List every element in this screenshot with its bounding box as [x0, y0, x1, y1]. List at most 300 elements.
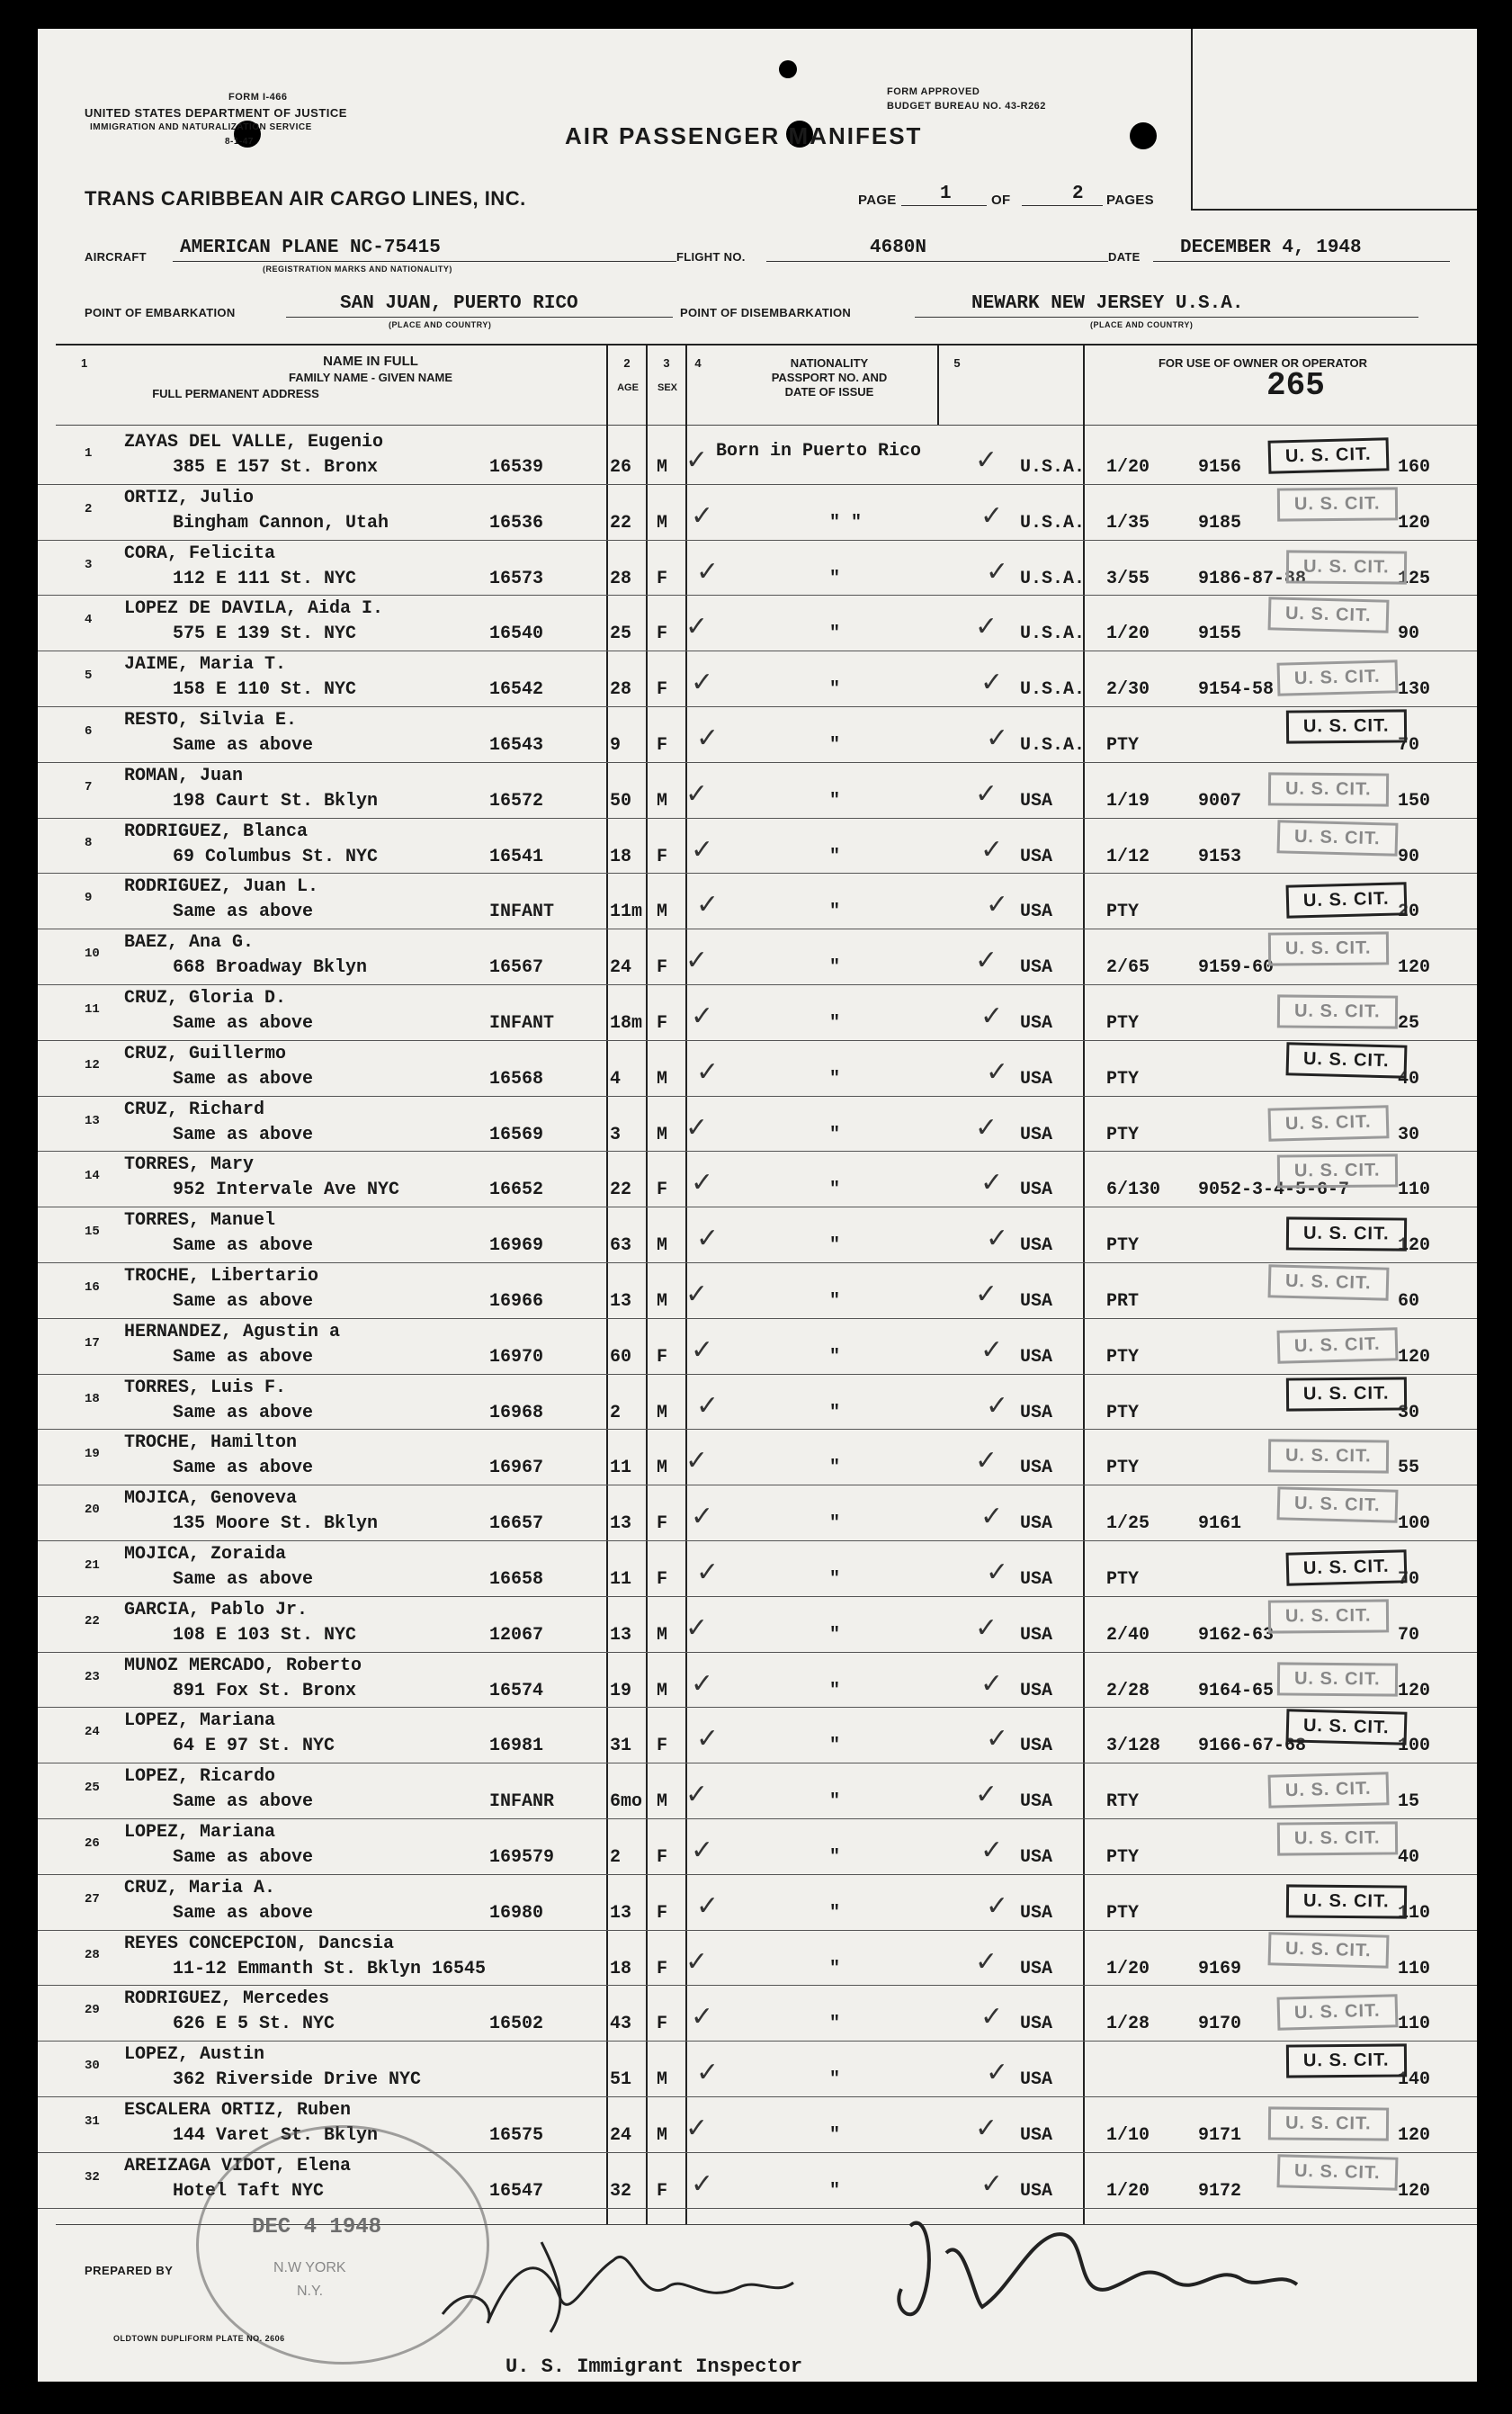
- nationality: ": [829, 1180, 841, 1201]
- passenger-sex: F: [657, 735, 668, 756]
- check-mark: ✓: [980, 2168, 1004, 2199]
- check-mark: ✓: [685, 1612, 709, 1643]
- page-total: 2: [1072, 184, 1084, 204]
- nationality: ": [829, 735, 841, 756]
- passenger-age: 24: [610, 957, 632, 979]
- passenger-age: 18: [610, 1958, 632, 1979]
- amount: 120: [1398, 1235, 1431, 1257]
- passenger-sex: F: [657, 1847, 668, 1868]
- passenger-address: 952 Intervale Ave NYC: [173, 1180, 400, 1201]
- table-row: [38, 540, 1477, 597]
- passenger-age: 2: [610, 1847, 622, 1868]
- inspector-title: U. S. Immigrant Inspector: [505, 2356, 803, 2378]
- row-number: 1: [85, 446, 93, 461]
- passenger-age: 32: [610, 2180, 632, 2202]
- passenger-name: RODRIGUEZ, Blanca: [124, 821, 309, 842]
- amount: 120: [1398, 2125, 1431, 2146]
- us-citizen-stamp: U. S. CIT.: [1268, 1105, 1390, 1141]
- fare: PTY: [1106, 1235, 1140, 1257]
- amount: 150: [1398, 790, 1431, 812]
- budget-bureau: BUDGET BUREAU NO. 43-R262: [887, 101, 1046, 112]
- check-mark: ✓: [696, 1390, 720, 1421]
- passenger-sex: F: [657, 624, 668, 645]
- us-citizen-stamp: U. S. CIT.: [1268, 1440, 1389, 1474]
- row-number: 25: [85, 1781, 100, 1796]
- col4-header-c: DATE OF ISSUE: [784, 385, 874, 399]
- aircraft-underline: [173, 261, 676, 262]
- us-citizen-stamp: U. S. CIT.: [1277, 660, 1399, 695]
- nationality: ": [829, 1346, 841, 1368]
- manifest-page: [38, 29, 1477, 2382]
- flight-underline: [766, 261, 1108, 262]
- col1-header-a: NAME IN FULL: [323, 354, 418, 369]
- check-mark: ✓: [696, 556, 720, 587]
- amount: 120: [1398, 1680, 1431, 1701]
- nationality: ": [829, 1235, 841, 1257]
- fare: 1/19: [1106, 790, 1150, 812]
- embark-note: (PLACE AND COUNTRY): [389, 320, 492, 329]
- country: USA: [1020, 846, 1053, 867]
- operator-number: 265: [1266, 367, 1325, 404]
- ticket-number: 16966: [489, 1291, 544, 1312]
- nationality: ": [829, 1569, 841, 1590]
- passenger-age: 60: [610, 1346, 632, 1368]
- passenger-address: 158 E 110 St. NYC: [173, 679, 357, 701]
- passenger-sex: F: [657, 2014, 668, 2035]
- passenger-sex: F: [657, 1736, 668, 1757]
- amount: 90: [1398, 846, 1420, 867]
- department: UNITED STATES DEPARTMENT OF JUSTICE: [85, 106, 347, 120]
- fare: PTY: [1106, 1346, 1140, 1368]
- fare: 1/20: [1106, 624, 1150, 645]
- fare: PTY: [1106, 1124, 1140, 1145]
- country: USA: [1020, 1402, 1053, 1423]
- check-mark: ✓: [986, 1390, 1009, 1421]
- passenger-age: 31: [610, 1736, 632, 1757]
- amount: 110: [1398, 1958, 1431, 1979]
- form-number: FORM I-466: [228, 92, 288, 103]
- passenger-name: MOJICA, Genoveva: [124, 1488, 298, 1510]
- us-citizen-stamp: U. S. CIT.: [1268, 1772, 1390, 1808]
- passenger-sex: M: [657, 1235, 668, 1257]
- nationality: ": [829, 902, 841, 923]
- table-row: [38, 706, 1477, 763]
- us-citizen-stamp: U. S. CIT.: [1286, 1042, 1408, 1078]
- amount: 120: [1398, 1346, 1431, 1368]
- ticket-number: 16968: [489, 1402, 544, 1423]
- ticket-number: 16970: [489, 1346, 544, 1368]
- table-row: [38, 984, 1477, 1041]
- check-mark: ✓: [986, 1557, 1009, 1587]
- check-mark: ✓: [975, 1446, 998, 1476]
- nationality: ": [829, 1513, 841, 1535]
- reference-number: 9161: [1198, 1513, 1242, 1535]
- check-mark: ✓: [696, 1056, 720, 1087]
- table-header-bottom: [56, 425, 1477, 426]
- fare: 1/10: [1106, 2125, 1150, 2146]
- passenger-name: TROCHE, Hamilton: [124, 1432, 298, 1454]
- country: USA: [1020, 1736, 1053, 1757]
- country: USA: [1020, 2014, 1053, 2035]
- passenger-name: LOPEZ, Austin: [124, 2044, 265, 2066]
- ticket-number: 16543: [489, 735, 544, 756]
- ticket-number: 16967: [489, 1458, 544, 1479]
- passenger-name: ESCALERA ORTIZ, Ruben: [124, 2100, 352, 2121]
- passenger-name: TORRES, Mary: [124, 1154, 255, 1176]
- flight-date: DECEMBER 4, 1948: [1180, 238, 1362, 258]
- aircraft-note: (REGISTRATION MARKS AND NATIONALITY): [263, 265, 452, 274]
- col2-header: AGE: [617, 382, 639, 393]
- amount: 70: [1398, 1569, 1420, 1590]
- passenger-sex: F: [657, 2180, 668, 2202]
- passenger-sex: M: [657, 1402, 668, 1423]
- check-mark: ✓: [980, 834, 1004, 865]
- carrier-name: TRANS CARIBBEAN AIR CARGO LINES, INC.: [85, 187, 526, 210]
- ticket-number: 16502: [489, 2014, 544, 2035]
- table-row: [38, 1485, 1477, 1541]
- amount: 100: [1398, 1736, 1431, 1757]
- amount: 20: [1398, 902, 1420, 923]
- passenger-address: Bingham Cannon, Utah: [173, 512, 389, 534]
- ticket-number: 16547: [489, 2180, 544, 2202]
- passenger-age: 24: [610, 2125, 632, 2146]
- amount: 140: [1398, 2069, 1431, 2091]
- reference-number: 9162-63: [1198, 1624, 1275, 1646]
- table-row: [38, 929, 1477, 985]
- printer-imprint: OLDTOWN DUPLIFORM PLATE NO. 2606: [113, 2334, 285, 2343]
- row-number: 23: [85, 1669, 100, 1684]
- row-number: 31: [85, 2114, 100, 2129]
- passenger-name: HERNANDEZ, Agustin a: [124, 1321, 341, 1342]
- page-label: PAGE: [858, 193, 897, 208]
- us-citizen-stamp: U. S. CIT.: [1268, 1599, 1389, 1633]
- passenger-age: 28: [610, 679, 632, 701]
- check-mark: ✓: [685, 612, 709, 642]
- nationality: ": [829, 568, 841, 589]
- row-number: 13: [85, 1113, 100, 1128]
- passenger-address: 668 Broadway Bklyn: [173, 957, 368, 979]
- passenger-age: 26: [610, 457, 632, 478]
- country: USA: [1020, 1180, 1053, 1201]
- country: USA: [1020, 1680, 1053, 1701]
- amount: 40: [1398, 1068, 1420, 1090]
- passenger-name: ORTIZ, Julio: [124, 487, 255, 508]
- col1-header-b: FAMILY NAME - GIVEN NAME: [288, 371, 453, 384]
- amount: 120: [1398, 957, 1431, 979]
- row-number: 10: [85, 947, 100, 962]
- country: U.S.A.: [1020, 735, 1086, 756]
- passenger-age: 22: [610, 1180, 632, 1201]
- fare: PTY: [1106, 735, 1140, 756]
- fare: PTY: [1106, 1458, 1140, 1479]
- row-number: 2: [85, 501, 93, 516]
- table-row: [38, 1652, 1477, 1709]
- country: USA: [1020, 1847, 1053, 1868]
- check-mark: ✓: [975, 946, 998, 976]
- check-mark: ✓: [980, 1334, 1004, 1365]
- date-underline: [1153, 261, 1450, 262]
- fare: PTY: [1106, 1013, 1140, 1034]
- us-citizen-stamp: U. S. CIT.: [1268, 597, 1390, 633]
- ticket-number: 169579: [489, 1847, 555, 1868]
- fare: 6/130: [1106, 1180, 1161, 1201]
- table-row: [38, 651, 1477, 707]
- check-mark: ✓: [980, 1502, 1004, 1532]
- amount: 125: [1398, 568, 1431, 589]
- passenger-sex: M: [657, 457, 668, 478]
- ticket-number: 16652: [489, 1180, 544, 1201]
- passenger-age: 13: [610, 1902, 632, 1924]
- check-mark: ✓: [685, 1279, 709, 1309]
- row-number: 27: [85, 1891, 100, 1907]
- us-citizen-stamp: U. S. CIT.: [1277, 2154, 1399, 2190]
- passenger-address: Same as above: [173, 1791, 314, 1813]
- check-mark: ✓: [685, 1112, 709, 1143]
- table-row: [38, 762, 1477, 819]
- check-mark: ✓: [980, 2002, 1004, 2033]
- ticket-number: 16969: [489, 1235, 544, 1257]
- col4-header-b: PASSPORT NO. AND: [771, 371, 888, 384]
- col1-header-c: FULL PERMANENT ADDRESS: [152, 387, 319, 400]
- embark-value: SAN JUAN, PUERTO RICO: [340, 293, 578, 314]
- fare: PTY: [1106, 902, 1140, 923]
- table-row: [38, 1596, 1477, 1653]
- passenger-name: LOPEZ, Mariana: [124, 1710, 276, 1732]
- ticket-number: 16568: [489, 1068, 544, 1090]
- nationality: ": [829, 957, 841, 979]
- disembark-note: (PLACE AND COUNTRY): [1090, 320, 1194, 329]
- check-mark: ✓: [980, 1168, 1004, 1198]
- passenger-age: 43: [610, 2014, 632, 2035]
- passenger-age: 22: [610, 512, 632, 534]
- passenger-age: 6mo: [610, 1791, 643, 1813]
- table-row: [38, 1763, 1477, 1819]
- passenger-age: 11: [610, 1458, 632, 1479]
- check-mark: ✓: [975, 2113, 998, 2143]
- check-mark: ✓: [691, 668, 714, 698]
- passenger-age: 18: [610, 846, 632, 867]
- passenger-name: LOPEZ, Mariana: [124, 1822, 276, 1843]
- date-code: 8-1-47: [225, 137, 254, 147]
- check-mark: ✓: [696, 1724, 720, 1754]
- passenger-name: GARCIA, Pablo Jr.: [124, 1599, 309, 1620]
- passenger-sex: M: [657, 790, 668, 812]
- table-row: [38, 1930, 1477, 1987]
- passenger-address: 385 E 157 St. Bronx: [173, 457, 379, 478]
- check-mark: ✓: [986, 1724, 1009, 1754]
- country: USA: [1020, 1346, 1053, 1368]
- passenger-sex: F: [657, 1346, 668, 1368]
- row-number: 9: [85, 891, 93, 906]
- country: USA: [1020, 957, 1053, 979]
- passenger-address: 891 Fox St. Bronx: [173, 1680, 357, 1701]
- ticket-number: 12067: [489, 1624, 544, 1646]
- passenger-name: BAEZ, Ana G.: [124, 932, 255, 954]
- row-number: 11: [85, 1002, 100, 1017]
- passenger-address: 69 Columbus St. NYC: [173, 846, 379, 867]
- country: USA: [1020, 2069, 1053, 2091]
- ticket-number: INFANR: [489, 1791, 555, 1813]
- reference-number: 9185: [1198, 512, 1242, 534]
- reference-number: 9155: [1198, 624, 1242, 645]
- passenger-name: MOJICA, Zoraida: [124, 1544, 287, 1565]
- nationality: ": [829, 1013, 841, 1034]
- check-mark: ✓: [685, 2113, 709, 2143]
- passenger-sex: F: [657, 568, 668, 589]
- amount: 110: [1398, 1180, 1431, 1201]
- row-number: 3: [85, 557, 93, 572]
- flight-label: FLIGHT NO.: [676, 250, 746, 264]
- nationality: ": [829, 846, 841, 867]
- prepared-by-label: PREPARED BY: [85, 2264, 174, 2277]
- passenger-sex: M: [657, 2125, 668, 2146]
- passenger-age: 13: [610, 1291, 632, 1312]
- amount: 30: [1398, 1402, 1420, 1423]
- table-top-line: [56, 344, 1477, 345]
- amount: 130: [1398, 679, 1431, 701]
- amount: 30: [1398, 1124, 1420, 1145]
- us-citizen-stamp: U. S. CIT.: [1286, 1710, 1408, 1745]
- ticket-number: INFANT: [489, 902, 555, 923]
- amount: 120: [1398, 512, 1431, 534]
- check-mark: ✓: [691, 1668, 714, 1699]
- us-citizen-stamp: U. S. CIT.: [1286, 550, 1407, 584]
- check-mark: ✓: [691, 834, 714, 865]
- passenger-address: 362 Riverside Drive NYC: [173, 2069, 422, 2091]
- ticket-number: 16541: [489, 846, 544, 867]
- amount: 15: [1398, 1791, 1420, 1813]
- check-mark: ✓: [696, 723, 720, 753]
- amount: 40: [1398, 1847, 1420, 1868]
- country: U.S.A.: [1020, 624, 1086, 645]
- col6-header: FOR USE OF OWNER OR OPERATOR: [1158, 356, 1368, 370]
- country: USA: [1020, 1013, 1053, 1034]
- aircraft-value: AMERICAN PLANE NC-75415: [180, 238, 441, 258]
- row-number: 17: [85, 1335, 100, 1351]
- passenger-age: 3: [610, 1124, 622, 1145]
- seal-city: N.W YORK: [273, 2260, 346, 2275]
- passenger-sex: F: [657, 1013, 668, 1034]
- check-mark: ✓: [975, 1946, 998, 1977]
- pages-label: PAGES: [1106, 193, 1154, 208]
- table-row: [38, 1429, 1477, 1485]
- fare: 1/28: [1106, 2014, 1150, 2035]
- country: USA: [1020, 2180, 1053, 2202]
- reference-number: 9164-65: [1198, 1680, 1275, 1701]
- amount: 90: [1398, 624, 1420, 645]
- passenger-address: Same as above: [173, 735, 314, 756]
- check-mark: ✓: [986, 1224, 1009, 1254]
- row-number: 7: [85, 779, 93, 794]
- passenger-age: 51: [610, 2069, 632, 2091]
- ticket-number: 16981: [489, 1736, 544, 1757]
- reference-number: 9159-60: [1198, 957, 1275, 979]
- ticket-number: 16569: [489, 1124, 544, 1145]
- country: USA: [1020, 1569, 1053, 1590]
- check-mark: ✓: [696, 1224, 720, 1254]
- nationality: ": [829, 1902, 841, 1924]
- ticket-number: 16574: [489, 1680, 544, 1701]
- passenger-address: 112 E 111 St. NYC: [173, 568, 357, 589]
- us-citizen-stamp: U. S. CIT.: [1268, 2106, 1389, 2140]
- check-mark: ✓: [685, 1780, 709, 1810]
- row-number: 26: [85, 1836, 100, 1851]
- date-label: DATE: [1108, 250, 1141, 264]
- amount: 25: [1398, 1013, 1420, 1034]
- ticket-number: 16573: [489, 568, 544, 589]
- passenger-address: Hotel Taft NYC: [173, 2180, 325, 2202]
- passenger-name: CRUZ, Maria A.: [124, 1877, 276, 1898]
- col2-number: 2: [623, 356, 631, 370]
- table-row: [38, 1818, 1477, 1875]
- fare: PRT: [1106, 1291, 1140, 1312]
- nationality: ": [829, 679, 841, 701]
- table-row: [38, 1096, 1477, 1153]
- us-citizen-stamp: U. S. CIT.: [1286, 1217, 1407, 1252]
- fare: PTY: [1106, 1569, 1140, 1590]
- us-citizen-stamp: U. S. CIT.: [1268, 437, 1390, 473]
- seal-state: N.Y.: [297, 2284, 324, 2299]
- reference-number: 9052-3-4-5-6-7: [1198, 1180, 1350, 1201]
- us-citizen-stamp: U. S. CIT.: [1286, 1884, 1407, 1918]
- table-row: [38, 1540, 1477, 1597]
- us-citizen-stamp: U. S. CIT.: [1268, 772, 1389, 806]
- passenger-name: CRUZ, Gloria D.: [124, 988, 287, 1009]
- check-mark: ✓: [696, 890, 720, 920]
- passenger-address: Same as above: [173, 1458, 314, 1479]
- table-row: [38, 2096, 1477, 2153]
- table-row: [38, 1318, 1477, 1375]
- country: USA: [1020, 1958, 1053, 1979]
- col5-number: 5: [953, 356, 961, 370]
- us-citizen-stamp: U. S. CIT.: [1277, 994, 1398, 1028]
- check-mark: ✓: [691, 500, 714, 531]
- nationality: ": [829, 1068, 841, 1090]
- check-mark: ✓: [691, 2002, 714, 2033]
- passenger-name: RODRIGUEZ, Mercedes: [124, 1988, 330, 2010]
- check-mark: ✓: [975, 778, 998, 809]
- country: USA: [1020, 1068, 1053, 1090]
- passenger-address: 144 Varet St. Bklyn: [173, 2125, 379, 2146]
- passenger-name: ROMAN, Juan: [124, 765, 244, 786]
- us-citizen-stamp: U. S. CIT.: [1277, 1327, 1399, 1363]
- passenger-name: CRUZ, Guillermo: [124, 1043, 287, 1064]
- country: USA: [1020, 1458, 1053, 1479]
- row-number: 5: [85, 669, 93, 684]
- amount: 70: [1398, 735, 1420, 756]
- passenger-sex: F: [657, 1902, 668, 1924]
- check-mark: ✓: [691, 1168, 714, 1198]
- check-mark: ✓: [696, 1890, 720, 1921]
- nationality: ": [829, 2125, 841, 2146]
- ticket-number: 16980: [489, 1902, 544, 1924]
- fare: 2/40: [1106, 1624, 1150, 1646]
- us-citizen-stamp: U. S. CIT.: [1277, 487, 1398, 521]
- check-mark: ✓: [986, 1890, 1009, 1921]
- aircraft-label: AIRCRAFT: [85, 250, 147, 264]
- amount: 100: [1398, 1513, 1431, 1535]
- country: U.S.A.: [1020, 679, 1086, 701]
- check-mark: ✓: [691, 2168, 714, 2199]
- nationality: ": [829, 1791, 841, 1813]
- passenger-name: LOPEZ, Ricardo: [124, 1766, 276, 1788]
- passenger-age: 18m: [610, 1013, 643, 1034]
- fare: PTY: [1106, 1068, 1140, 1090]
- check-mark: ✓: [975, 445, 998, 475]
- us-citizen-stamp: U. S. CIT.: [1277, 1486, 1399, 1522]
- col1-number: 1: [81, 356, 88, 370]
- ticket-number: 16539: [489, 457, 544, 478]
